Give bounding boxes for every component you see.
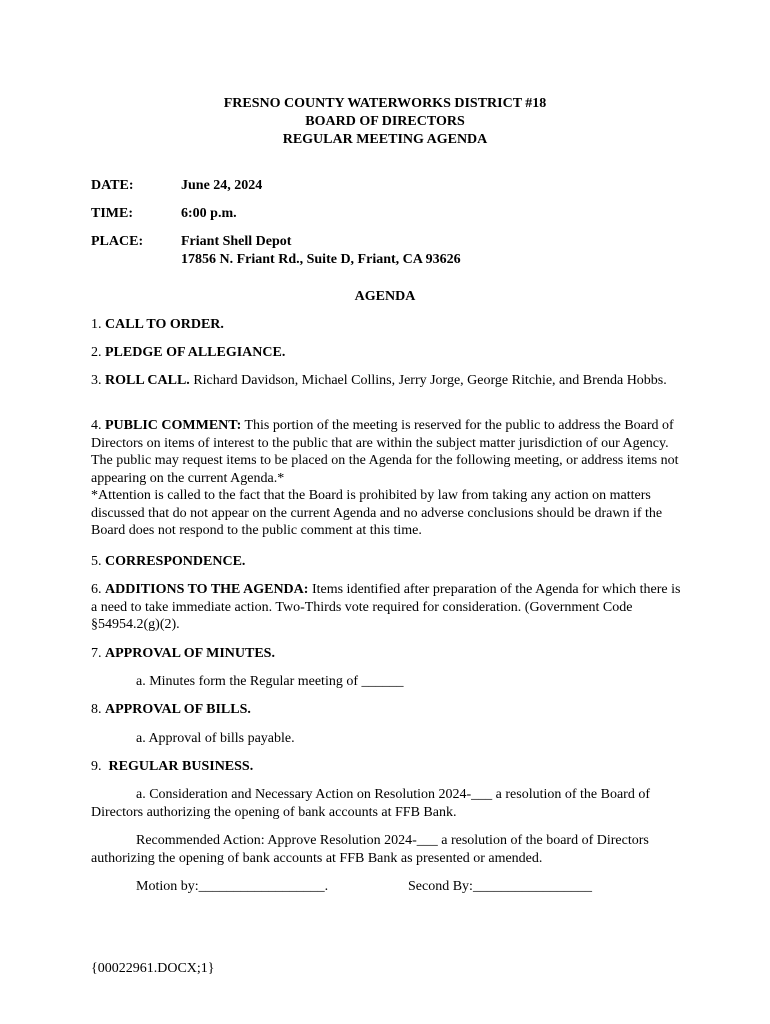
item-title: PUBLIC COMMENT: xyxy=(105,418,242,433)
item-title: REGULAR BUSINESS. xyxy=(108,759,254,774)
item-number: 8. xyxy=(91,702,105,717)
item-text: Items identified after preparation of the Agenda for which there is a need to take immediate action. Two-Thirds vote required for consideration. (Government Code §54954.2(g)(2). xyxy=(91,582,681,632)
agenda-title: REGULAR MEETING AGENDA xyxy=(282,132,488,147)
document-footer-id: {00022961.DOCX;1} xyxy=(91,961,215,976)
motion-by: Motion by:__________________. xyxy=(136,879,329,894)
item-title: ADDITIONS TO THE AGENDA: xyxy=(105,582,309,597)
item-number: 2. xyxy=(91,345,105,360)
item-title: APPROVAL OF BILLS. xyxy=(105,702,251,717)
place-label: PLACE: xyxy=(91,234,144,249)
item-number: 9. xyxy=(91,759,109,774)
bills-sub-a: a. Approval of bills payable. xyxy=(136,731,295,746)
item-correspondence xyxy=(91,553,245,571)
item-call-to-order xyxy=(91,316,224,334)
district-title: FRESNO COUNTY WATERWORKS DISTRICT #18 xyxy=(223,96,547,111)
board-title: BOARD OF DIRECTORS xyxy=(305,114,465,129)
item-number: 6. xyxy=(91,582,105,597)
public-comment-note: *Attention is called to the fact that the Board is prohibited by law from taking any action on matters discussed that do not appear on the current Agenda and no adverse conclusions should be drawn if the Board does not respond to the public comment at this time. xyxy=(91,488,663,538)
date-value: June 24, 2024 xyxy=(181,178,263,193)
item-minutes xyxy=(91,645,275,663)
place-name: Friant Shell Depot xyxy=(181,234,292,249)
item-roll-call xyxy=(91,372,681,390)
item-public-comment xyxy=(91,417,681,540)
date-label: DATE: xyxy=(91,178,134,193)
item-number: 5. xyxy=(91,554,105,569)
item-pledge xyxy=(91,344,285,362)
item-number: 1. xyxy=(91,317,105,332)
time-value: 6:00 p.m. xyxy=(181,206,237,221)
item-title: ROLL CALL. xyxy=(105,373,190,388)
item-bills xyxy=(91,701,251,719)
item-title: CORRESPONDENCE. xyxy=(105,554,246,569)
item-regular-business xyxy=(91,758,253,776)
item-title: CALL TO ORDER. xyxy=(105,317,224,332)
recommended-action: Recommended Action: Approve Resolution 2024-___ a resolution of the board of Directors authorizing the opening of bank accounts at FFB Bank as presented or amended. xyxy=(91,833,649,866)
item-number: 3. xyxy=(91,373,105,388)
business-sub-a: a. Consideration and Necessary Action on Resolution 2024-___ a resolution of the Board of Directors authorizing the opening of bank accounts at FFB Bank. xyxy=(91,787,651,820)
time-label: TIME: xyxy=(91,206,133,221)
item-number: 4. xyxy=(91,418,105,433)
agenda-heading: AGENDA xyxy=(354,289,416,304)
place-address: 17856 N. Friant Rd., Suite D, Friant, CA 93626 xyxy=(181,252,461,267)
item-number: 7. xyxy=(91,646,105,661)
item-text: This portion of the meeting is reserved for the public to address the Board of Directors on items of interest to the public that are within the subject matter jurisdiction of our Agency. The public may request items to be placed on the Agenda for the following meeting, or address items not appearing on the current Agenda.* xyxy=(91,418,679,486)
minutes-sub-a: a. Minutes form the Regular meeting of ______ xyxy=(136,674,404,689)
item-title: APPROVAL OF MINUTES. xyxy=(105,646,275,661)
item-additions xyxy=(91,581,681,634)
second-by: Second By:_________________ xyxy=(408,879,592,894)
item-text: Richard Davidson, Michael Collins, Jerry Jorge, George Ritchie, and Brenda Hobbs. xyxy=(189,373,667,388)
item-title: PLEDGE OF ALLEGIANCE. xyxy=(105,345,286,360)
